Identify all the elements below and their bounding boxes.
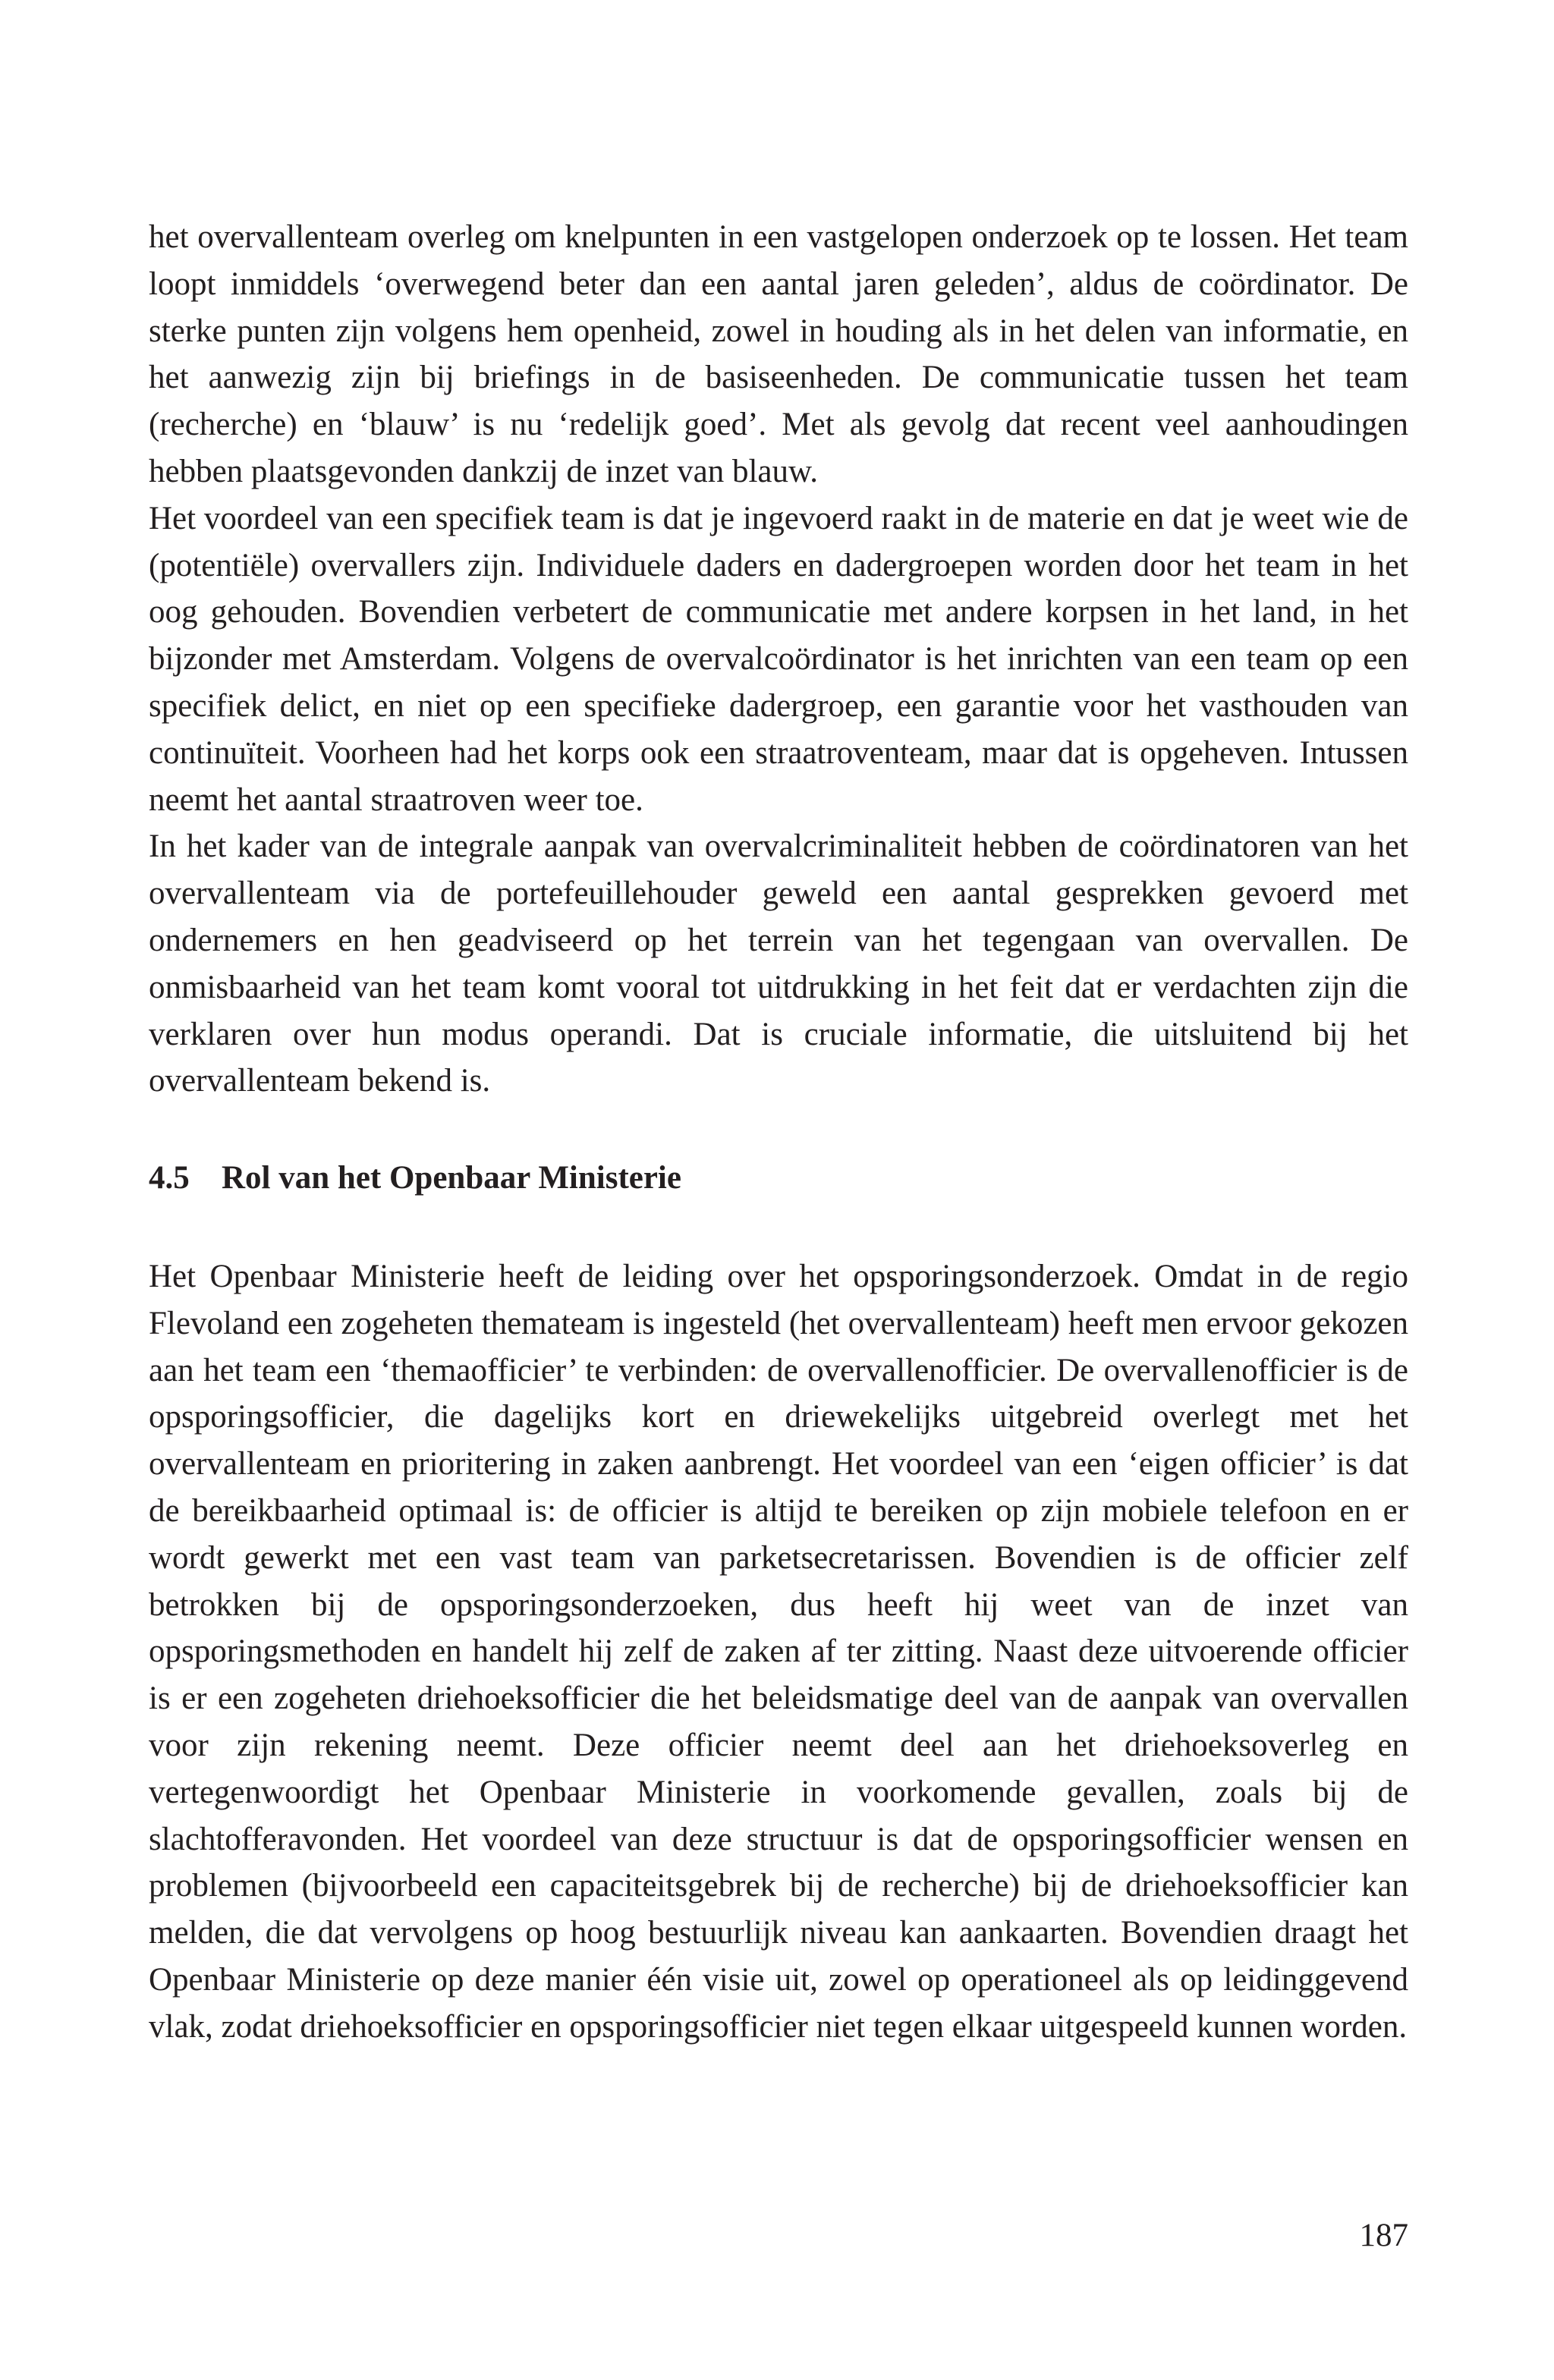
- paragraph-integral-approach: In het kader van de integrale aanpak van overvalcriminaliteit hebben de coördinatoren van het overvallenteam via de portefeuillehouder geweld een aantal gesprekken gevoerd met ondernemers en hen geadviseerd op het terrein van het tegengaan van overvallen. De onmisbaarheid van het team komt vooral tot uitdrukking in het feit dat er verdachten zijn die verklaren over hun modus operandi. Dat is cruciale informatie, die uitsluitend bij het overvallenteam bekend is.: [149, 828, 1408, 1099]
- paragraph-continuation: het overvallenteam overleg om knelpunten in een vastgelopen onderzoek op te lossen. Het team loopt inmiddels ‘overwegend beter dan een aantal jaren geleden’, aldus de coördinator. De sterke punten zijn volgens hem openheid, zowel in houding als in het delen van informatie, en het aanwezig zijn bij briefings in de basiseenheden. De communicatie tussen het team (recherche) en ‘blauw’ is nu ‘redelijk goed’. Met als gevolg dat recent veel aanhoudingen hebben plaatsgevonden dankzij de inzet van blauw.: [149, 219, 1408, 489]
- page-number: 187: [1359, 2218, 1408, 2253]
- section-title: Rol van het Openbaar Ministerie: [222, 1160, 681, 1196]
- page-body: [149, 214, 1408, 2050]
- section-number: 4.5: [149, 1160, 190, 1196]
- section-heading: [149, 1155, 1408, 1202]
- paragraph-openbaar-ministerie: Het Openbaar Ministerie heeft de leiding over het opsporingsonderzoek. Omdat in de regio Flevoland een zogeheten themateam is ingesteld (het overvallenteam) heeft men ervoor gekozen aan het team een ‘themaofficier’ te verbinden: de overvallenofficier. De overvallenofficier is de opsporingsofficier, die dagelijks kort en driewekelijks uitgebreid overlegt met het overvallenteam en prioritering in zaken aanbrengt. Het voordeel van een ‘eigen officier’ is dat de bereikbaarheid optimaal is: de officier is altijd te bereiken op zijn mobiele telefoon en er wordt gewerkt met een vast team van parketsecretarissen. Bovendien is de officier zelf betrokken bij de opsporingsonderzoeken, dus heeft hij weet van de inzet van opsporingsmethoden en handelt hij zelf de zaken af ter zitting. Naast deze uitvoerende officier is er een zogeheten driehoeksofficier die het beleidsmatige deel van de aanpak van overvallen voor zijn rekening neemt. Deze officier neemt deel aan het driehoeksoverleg en vertegenwoordigt het Openbaar Ministerie in voorkomende gevallen, zoals bij de slachtofferavonden. Het voordeel van deze structuur is dat de opsporingsofficier wensen en problemen (bijvoorbeeld een capaciteitsgebrek bij de recherche) bij de driehoeksofficier kan melden, die dat vervolgens op hoog bestuurlijk niveau kan aankaarten. Bovendien draagt het Openbaar Ministerie op deze manier één visie uit, zowel op operationeel als op leidinggevend vlak, zodat driehoeksofficier en opsporingsofficier niet tegen elkaar uitgespeeld kunnen worden.: [149, 1258, 1408, 2045]
- section-body: [149, 1253, 1408, 2051]
- paragraph-specific-team: Het voordeel van een specifiek team is dat je ingevoerd raakt in de materie en dat je weet wie de (potentiële) overvallers zijn. Individuele daders en dadergroepen worden door het team in het oog gehouden. Bovendien verbetert de communicatie met andere korpsen in het land, in het bijzonder met Amsterdam. Volgens de overvalcoördinator is het inrichten van een team op een specifiek delict, en niet op een specifieke dadergroep, een garantie voor het vasthouden van continuïteit. Voorheen had het korps ook een straatroventeam, maar dat is opgeheven. Intussen neemt het aantal straatroven weer toe.: [149, 500, 1408, 818]
